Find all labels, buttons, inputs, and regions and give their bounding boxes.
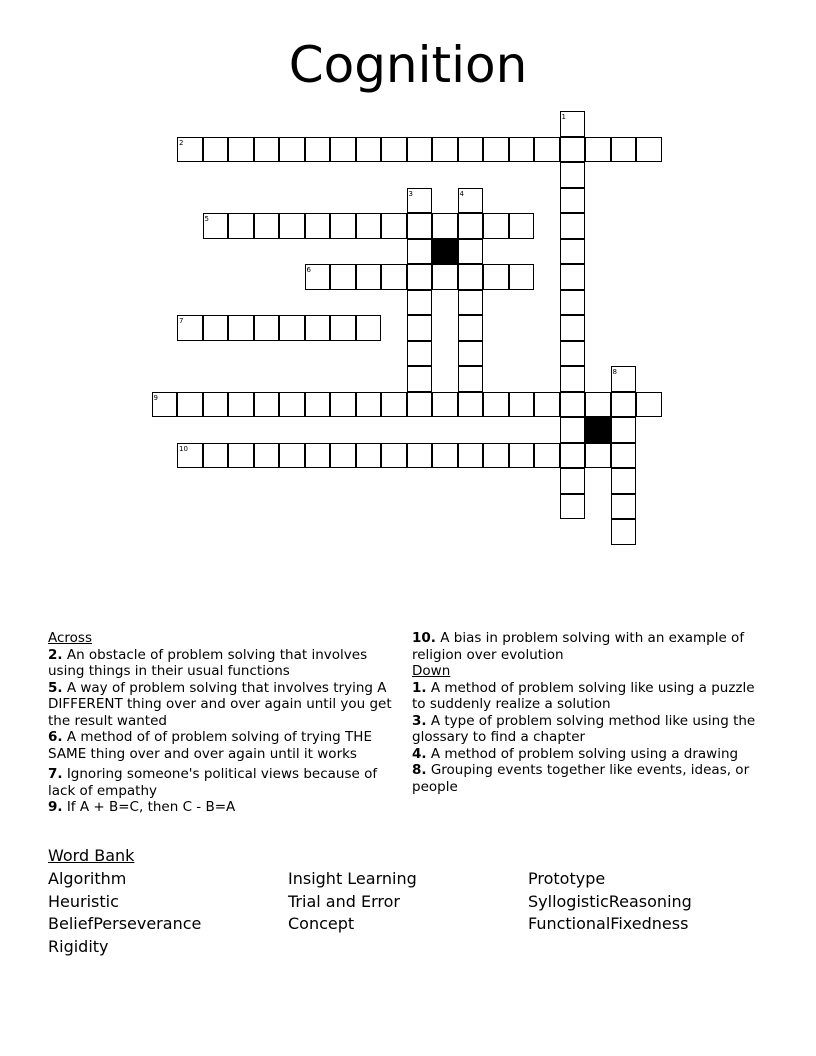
grid-cell[interactable]: [381, 392, 407, 418]
grid-cell[interactable]: [534, 443, 560, 469]
grid-cell[interactable]: [560, 494, 586, 520]
grid-cell[interactable]: [560, 341, 586, 367]
clue-number: 2: [179, 138, 184, 147]
grid-cell[interactable]: [458, 341, 484, 367]
grid-cell[interactable]: [611, 392, 637, 418]
grid-cell[interactable]: [228, 443, 254, 469]
grid-cell[interactable]: [534, 392, 560, 418]
grid-cell[interactable]: [254, 137, 280, 163]
clue-number: 4: [459, 189, 464, 198]
clue-across-10: 10. A bias in problem solving with an example of religion over evolution: [412, 630, 745, 663]
grid-cell[interactable]: [509, 392, 535, 418]
clue-across-6: 6. A method of of problem solving of trying THE SAME thing over and over again until it works: [48, 729, 372, 762]
grid-cell[interactable]: [203, 213, 229, 239]
grid-cell[interactable]: [407, 290, 433, 316]
grid-cell[interactable]: [381, 443, 407, 469]
grid-cell[interactable]: [560, 366, 586, 392]
grid-cell[interactable]: [611, 137, 637, 163]
grid-cell[interactable]: [611, 468, 637, 494]
grid-cell[interactable]: [407, 443, 433, 469]
clue-across-5: 5. A way of problem solving that involves trying A DIFFERENT thing over and over again until you get the result wanted: [48, 679, 392, 729]
grid-cell[interactable]: [458, 137, 484, 163]
grid-cell[interactable]: [305, 264, 331, 290]
word-bank-item: FunctionalFixedness: [528, 914, 689, 933]
grid-cell[interactable]: [585, 392, 611, 418]
word-bank-item: Concept: [288, 914, 355, 933]
grid-cell[interactable]: [560, 239, 586, 265]
grid-cell[interactable]: [407, 188, 433, 214]
grid-cell[interactable]: [534, 137, 560, 163]
clue-down-4: 4. A method of problem solving using a drawing: [412, 745, 739, 762]
grid-cell[interactable]: [381, 264, 407, 290]
grid-cell[interactable]: [228, 392, 254, 418]
grid-cell[interactable]: [203, 443, 229, 469]
grid-cell[interactable]: [483, 392, 509, 418]
word-bank-item: Rigidity: [48, 936, 109, 956]
grid-cell[interactable]: [330, 264, 356, 290]
grid-cell[interactable]: [177, 443, 203, 469]
grid-cell[interactable]: [432, 264, 458, 290]
clue-number: 7: [179, 317, 184, 325]
clue-number: 6: [306, 266, 311, 274]
grid-cell[interactable]: [458, 188, 484, 214]
grid-cell[interactable]: [177, 392, 203, 418]
grid-cell[interactable]: [381, 137, 407, 163]
grid-cell[interactable]: [203, 137, 229, 163]
grid-cell[interactable]: [228, 315, 254, 341]
grid-cell[interactable]: [636, 392, 662, 418]
grid-cell[interactable]: [560, 443, 586, 469]
grid-cell[interactable]: [356, 392, 382, 418]
grid-cell[interactable]: [356, 315, 382, 341]
grid-cell[interactable]: [407, 366, 433, 392]
grid-cell[interactable]: [279, 443, 305, 469]
grid-cell[interactable]: [356, 264, 382, 290]
across-header: Across: [48, 630, 93, 646]
grid-cell[interactable]: [152, 392, 178, 418]
grid-cell[interactable]: [560, 137, 586, 163]
grid-cell[interactable]: [305, 315, 331, 341]
grid-cell[interactable]: [458, 443, 484, 469]
grid-cell[interactable]: [330, 392, 356, 418]
grid-cell[interactable]: [611, 417, 637, 443]
grid-cell[interactable]: [636, 137, 662, 163]
grid-cell[interactable]: [611, 494, 637, 520]
grid-cell[interactable]: [458, 290, 484, 316]
grid-cell[interactable]: [254, 392, 280, 418]
grid-block: [432, 239, 458, 265]
clue-down-8: 8. Grouping events together like events, ideas, or people: [412, 762, 750, 795]
grid-cell[interactable]: [432, 137, 458, 163]
clue-number: 10: [179, 444, 188, 453]
word-bank-item: SyllogisticReasoning: [528, 891, 692, 911]
grid-cell[interactable]: [432, 213, 458, 239]
grid-cell[interactable]: [407, 392, 433, 418]
clue-number: 9: [153, 393, 158, 402]
clues-column-left: [48, 630, 393, 816]
clue-across-9: 9. If A + B=C, then C - B=A: [48, 799, 236, 815]
grid-cell[interactable]: [203, 392, 229, 418]
grid-cell[interactable]: [228, 213, 254, 239]
grid-cell[interactable]: [560, 392, 586, 418]
grid-cell[interactable]: [509, 264, 535, 290]
clue-across-2: 2. An obstacle of problem solving that involves using things in their usual functions: [48, 646, 368, 679]
word-bank-item: Algorithm: [48, 869, 127, 888]
grid-cell[interactable]: [330, 213, 356, 239]
grid-cell[interactable]: [254, 443, 280, 469]
grid-cell[interactable]: [279, 137, 305, 163]
grid-cell[interactable]: [203, 315, 229, 341]
grid-cell[interactable]: [305, 137, 331, 163]
word-bank-item: BeliefPerseverance: [48, 914, 202, 933]
grid-cell[interactable]: [458, 366, 484, 392]
grid-cell[interactable]: [458, 315, 484, 341]
grid-cell[interactable]: [509, 213, 535, 239]
grid-cell[interactable]: [356, 443, 382, 469]
grid-cell[interactable]: [330, 315, 356, 341]
grid-cell[interactable]: [279, 315, 305, 341]
grid-cell[interactable]: [483, 264, 509, 290]
grid-cell[interactable]: [611, 443, 637, 469]
grid-cell[interactable]: [432, 392, 458, 418]
clue-number: 3: [408, 189, 413, 198]
grid-cell[interactable]: [356, 213, 382, 239]
grid-cell[interactable]: [458, 264, 484, 290]
grid-cell[interactable]: [560, 188, 586, 214]
word-bank-item: Prototype: [528, 869, 606, 888]
grid-cell[interactable]: [483, 137, 509, 163]
grid-cell[interactable]: [254, 315, 280, 341]
clues-column-right: [412, 630, 762, 795]
grid-cell[interactable]: [560, 264, 586, 290]
down-header: Down: [412, 663, 451, 679]
grid-cell[interactable]: [560, 213, 586, 239]
grid-cell[interactable]: [560, 290, 586, 316]
page-title: Cognition: [288, 36, 528, 94]
grid-cell[interactable]: [228, 137, 254, 163]
grid-cell[interactable]: [177, 315, 203, 341]
clue-down-3: 3. A type of problem solving method like using the glossary to find a chapter: [412, 712, 756, 745]
grid-cell[interactable]: [560, 468, 586, 494]
grid-cell[interactable]: [585, 443, 611, 469]
grid-cell[interactable]: [305, 443, 331, 469]
word-bank-item: Insight Learning: [288, 869, 417, 888]
clue-number: 1: [561, 113, 566, 121]
grid-cell[interactable]: [560, 162, 586, 188]
grid-cell[interactable]: [279, 392, 305, 418]
grid-cell[interactable]: [407, 341, 433, 367]
grid-cell[interactable]: [560, 417, 586, 443]
word-bank-item: Trial and Error: [288, 891, 400, 911]
grid-cell[interactable]: [305, 392, 331, 418]
grid-cell[interactable]: [356, 137, 382, 163]
grid-cell[interactable]: [611, 519, 637, 545]
grid-cell[interactable]: [305, 213, 331, 239]
grid-cell[interactable]: [254, 213, 280, 239]
grid-cell[interactable]: [585, 137, 611, 163]
grid-cell[interactable]: [407, 137, 433, 163]
grid-cell[interactable]: [381, 213, 407, 239]
grid-cell[interactable]: [483, 213, 509, 239]
grid-cell[interactable]: [407, 315, 433, 341]
word-bank-item: Heuristic: [48, 891, 119, 911]
grid-cell[interactable]: [407, 264, 433, 290]
grid-cell[interactable]: [279, 213, 305, 239]
grid-cell[interactable]: [458, 392, 484, 418]
grid-cell[interactable]: [407, 213, 433, 239]
grid-block: [585, 417, 611, 443]
clue-number: 5: [204, 215, 209, 223]
word-bank-title: Word Bank: [48, 846, 135, 865]
clue-down-1: 1. A method of problem solving like using a puzzle to suddenly realize a solution: [412, 679, 755, 712]
grid-cell[interactable]: [509, 443, 535, 469]
grid-cell[interactable]: [330, 137, 356, 163]
grid-cell[interactable]: [458, 239, 484, 265]
grid-cell[interactable]: [458, 213, 484, 239]
grid-cell[interactable]: [483, 443, 509, 469]
grid-cell[interactable]: [611, 366, 637, 392]
clue-across-7: 7. Ignoring someone's political views because of lack of empathy: [48, 766, 378, 799]
grid-cell[interactable]: [432, 443, 458, 469]
clue-number: 8: [612, 368, 617, 376]
grid-cell[interactable]: [177, 137, 203, 163]
grid-cell[interactable]: [407, 239, 433, 265]
grid-cell[interactable]: [560, 315, 586, 341]
grid-cell[interactable]: [560, 111, 586, 137]
grid-cell[interactable]: [509, 137, 535, 163]
grid-cell[interactable]: [330, 443, 356, 469]
